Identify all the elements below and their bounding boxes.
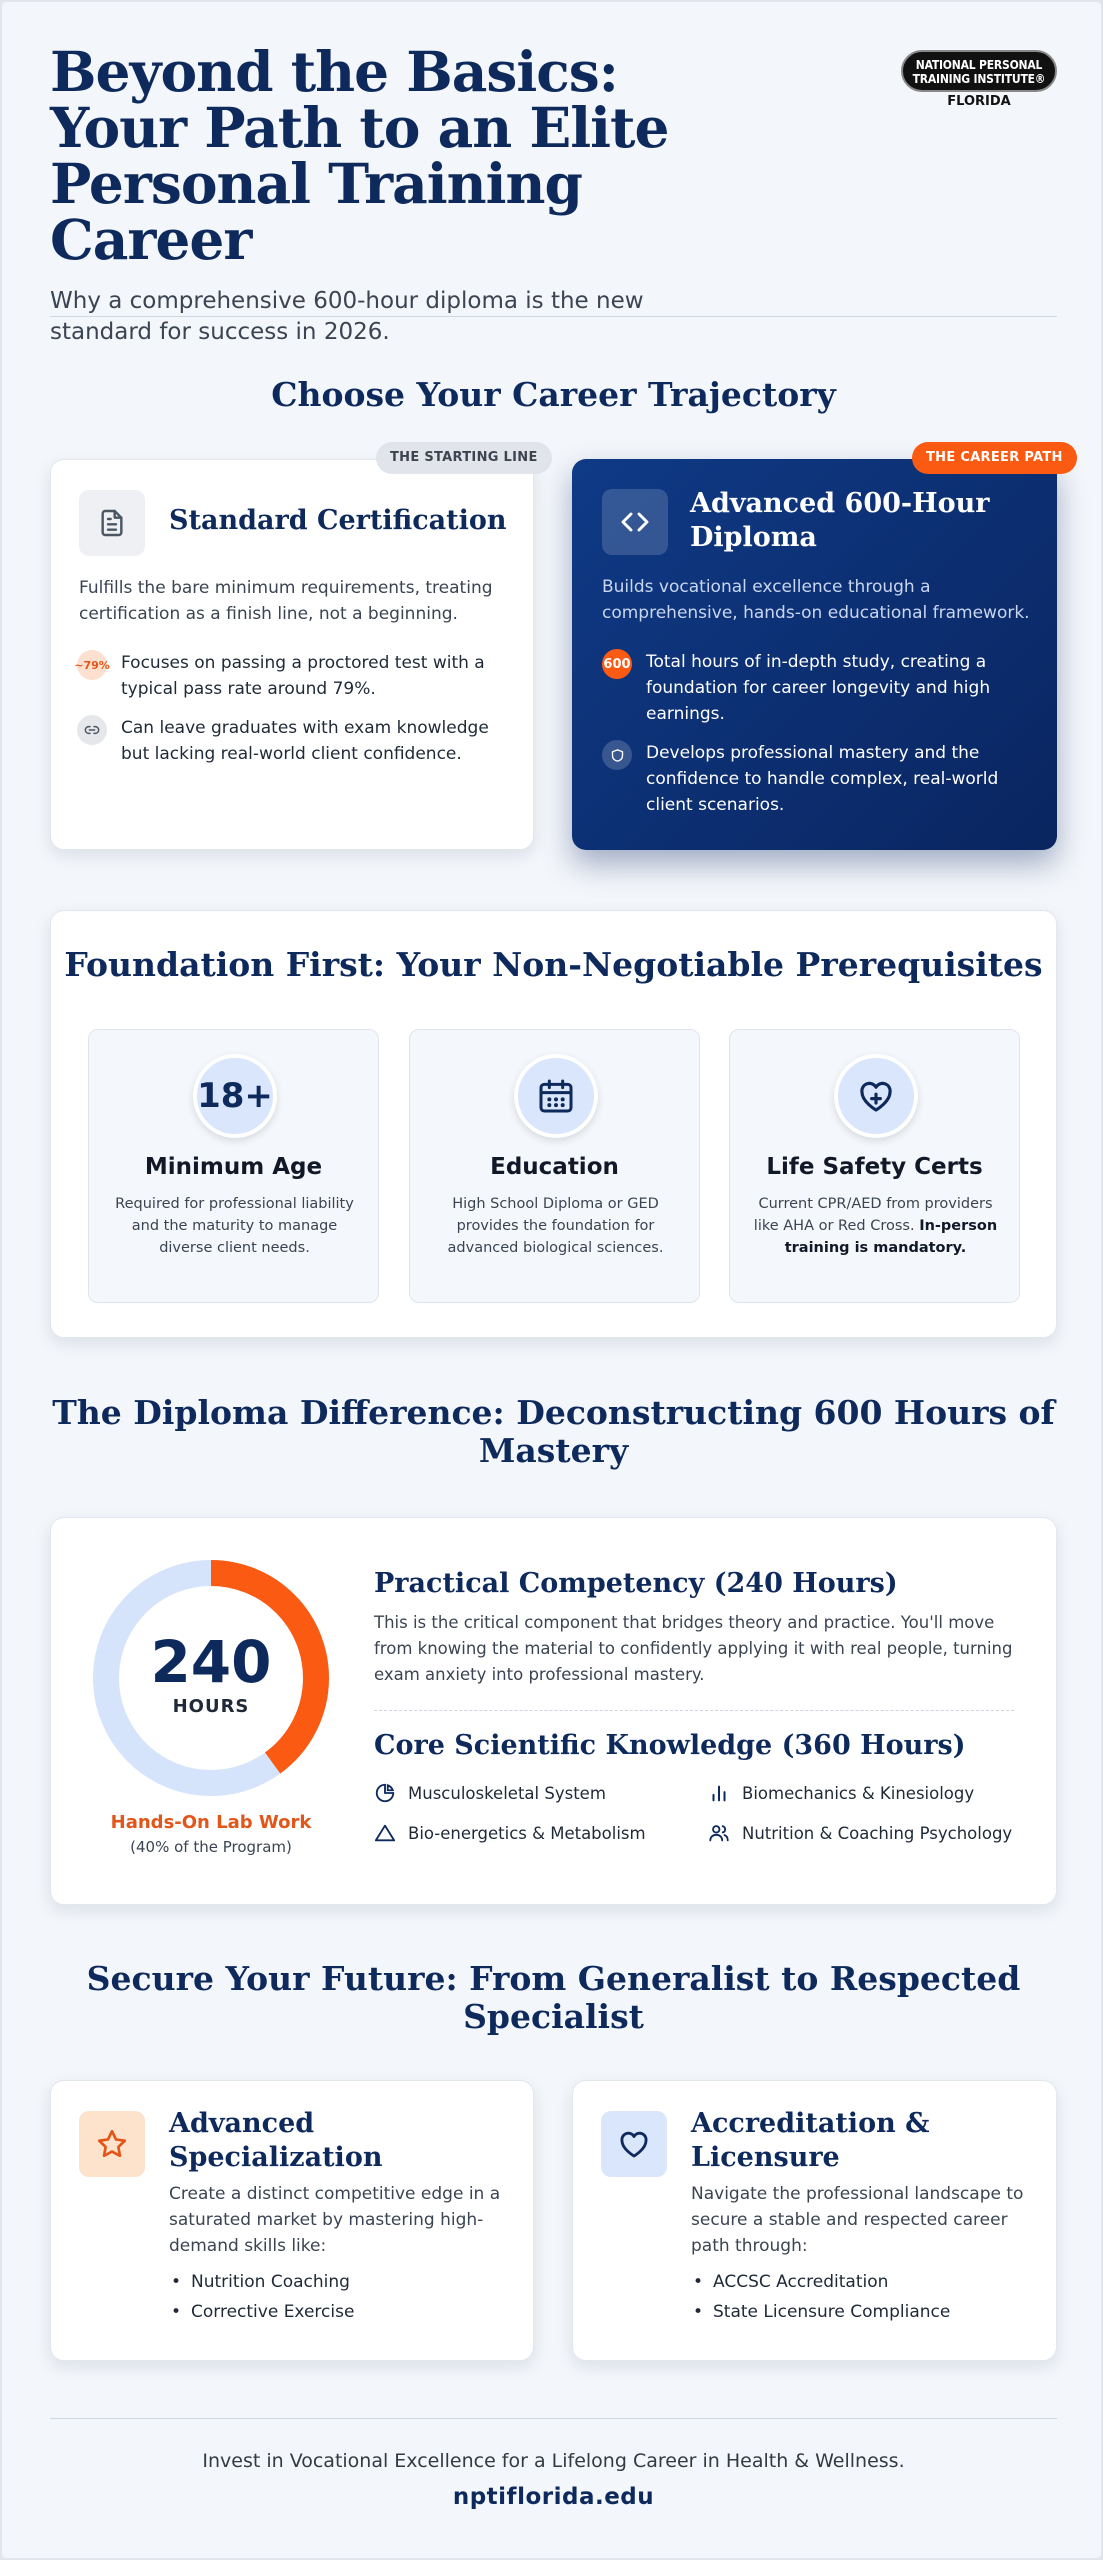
prereq-text-regular: Current CPR/AED from providers like AHA or Red Cross. xyxy=(753,1196,993,1234)
donut-caption: Hands-On Lab Work xyxy=(110,1812,312,1833)
link-icon xyxy=(77,715,107,745)
accreditation-card xyxy=(572,2080,1057,2361)
prerequisites-title: Foundation First: Your Non-Negotiable Prerequisites xyxy=(64,945,1043,984)
diploma-title: The Diploma Difference: Deconstructing 600 Hours of Mastery xyxy=(52,1393,1055,1470)
footer-divider xyxy=(50,2418,1057,2419)
specialization-list xyxy=(169,2267,354,2327)
heart-icon xyxy=(601,2111,667,2177)
diploma-card xyxy=(50,1517,1057,1905)
shield-icon xyxy=(602,740,632,770)
prereq-text: High School Diploma or GED provides the foundation for advanced biological sciences. xyxy=(447,1196,664,1256)
core-item xyxy=(708,1822,1012,1844)
prereq-education xyxy=(409,1029,700,1303)
donut-subcaption: (40% of the Program) xyxy=(130,1838,292,1856)
advanced-bullet-text: Develops professional mastery and the confidence to handle complex, real-world client scenarios. xyxy=(646,743,999,815)
standard-bullet xyxy=(74,650,507,702)
page-subtitle: Why a comprehensive 600-hour diploma is the new standard for success in 2026. xyxy=(50,288,644,345)
prereq-text-bold: In-person training is mandatory. xyxy=(784,1218,998,1256)
logo-state: FLORIDA xyxy=(947,94,1011,109)
advanced-bullet xyxy=(602,740,1032,818)
specialization-heading: Advanced Specialization xyxy=(169,2108,383,2173)
prereq-life-safety xyxy=(729,1029,1020,1303)
specialization-text: Create a distinct competitive edge in a saturated market by mastering high-demand skills like: xyxy=(169,2184,501,2256)
hours-donut xyxy=(93,1560,329,1796)
list-item: • State Licensure Compliance xyxy=(691,2297,950,2327)
advanced-bullet-text: Total hours of in-depth study, creating a foundation for career longevity and high earnings. xyxy=(646,652,991,724)
prerequisites-card xyxy=(50,910,1057,1338)
advanced-diploma-card xyxy=(572,459,1057,850)
advanced-description: Builds vocational excellence through a comprehensive, hands-on educational framework. xyxy=(602,577,1030,623)
core-item xyxy=(708,1782,974,1804)
advanced-bullet xyxy=(602,649,1032,727)
prereq-title: Education xyxy=(490,1154,619,1180)
age-badge xyxy=(193,1054,277,1138)
core-heading: Core Scientific Knowledge (360 Hours) xyxy=(374,1730,966,1761)
accreditation-heading: Accreditation & Licensure xyxy=(691,2108,930,2173)
standard-bullet xyxy=(77,715,507,767)
prereq-text: Required for professional liability and the maturity to manage diverse client needs. xyxy=(115,1196,354,1256)
logo-line-2: TRAINING INSTITUTE® xyxy=(912,72,1046,86)
prereq-title: Minimum Age xyxy=(144,1154,323,1180)
advanced-heading: Advanced 600-Hour Diploma xyxy=(690,488,990,553)
pie-icon xyxy=(374,1782,396,1804)
standard-bullet-text: Focuses on passing a proctored test with a typical pass rate around 79%. xyxy=(121,653,485,699)
footer-text: Invest in Vocational Excellence for a Lifelong Career in Health & Wellness. xyxy=(202,2450,905,2472)
bar-chart-icon xyxy=(708,1782,730,1804)
donut-unit: HOURS xyxy=(172,1696,250,1717)
starting-line-tag: THE STARTING LINE xyxy=(376,442,552,474)
future-title: Secure Your Future: From Generalist to Respected Specialist xyxy=(86,1959,1021,2036)
standard-heading: Standard Certification xyxy=(169,505,507,536)
career-path-tag: THE CAREER PATH xyxy=(912,442,1077,474)
pass-rate-badge: ~79% xyxy=(77,650,107,680)
header xyxy=(50,39,1057,348)
core-item xyxy=(374,1822,646,1844)
divider xyxy=(50,316,1057,317)
prereq-age xyxy=(88,1029,379,1303)
infographic-page xyxy=(2,2,1101,2558)
npti-logo xyxy=(901,50,1057,109)
code-icon xyxy=(602,489,668,555)
specialization-card xyxy=(50,2080,534,2361)
heart-plus-icon xyxy=(834,1054,918,1138)
core-item-label: Musculoskeletal System xyxy=(408,1783,606,1803)
standard-description: Fulfills the bare minimum requirements, treating certification as a finish line, not a beginning. xyxy=(79,578,493,624)
logo-badge xyxy=(901,50,1057,92)
hours-badge: 600 xyxy=(602,649,632,679)
document-icon xyxy=(79,490,145,556)
list-item: • Nutrition Coaching xyxy=(169,2267,354,2297)
logo-line-1: NATIONAL PERSONAL xyxy=(915,58,1043,72)
core-item-label: Nutrition & Coaching Psychology xyxy=(742,1823,1013,1843)
prereq-title: Life Safety Certs xyxy=(766,1154,983,1180)
donut-value: 240 xyxy=(150,1628,272,1696)
page-title: Beyond the Basics: Your Path to an Elite Personal Training Career xyxy=(50,39,669,272)
core-item-label: Bio-energetics & Metabolism xyxy=(408,1823,646,1843)
age-badge-text: 18+ xyxy=(197,1076,273,1116)
calendar-icon xyxy=(514,1054,598,1138)
dashed-divider xyxy=(374,1710,1014,1711)
star-icon xyxy=(79,2111,145,2177)
practical-text: This is the critical component that bridges theory and practice. You'll move from knowing the material to confidently applying it with real people, turning exam anxiety into professional mastery. xyxy=(374,1613,1013,1684)
triangle-icon xyxy=(374,1822,396,1844)
standard-bullet-text: Can leave graduates with exam knowledge but lacking real-world client confidence. xyxy=(121,718,489,764)
prereq-text xyxy=(750,1193,1001,1259)
users-icon xyxy=(708,1822,730,1844)
list-item: • Corrective Exercise xyxy=(169,2297,354,2327)
practical-heading: Practical Competency (240 Hours) xyxy=(374,1568,898,1599)
accreditation-text: Navigate the professional landscape to secure a stable and respected career path through: xyxy=(691,2184,1024,2256)
core-item-label: Biomechanics & Kinesiology xyxy=(742,1783,975,1803)
core-item xyxy=(374,1782,606,1804)
standard-certification-card xyxy=(50,459,534,850)
trajectory-title: Choose Your Career Trajectory xyxy=(271,375,836,414)
footer-link[interactable]: nptiflorida.edu xyxy=(452,2484,655,2510)
list-item: • ACCSC Accreditation xyxy=(691,2267,950,2297)
accreditation-list xyxy=(691,2267,950,2327)
